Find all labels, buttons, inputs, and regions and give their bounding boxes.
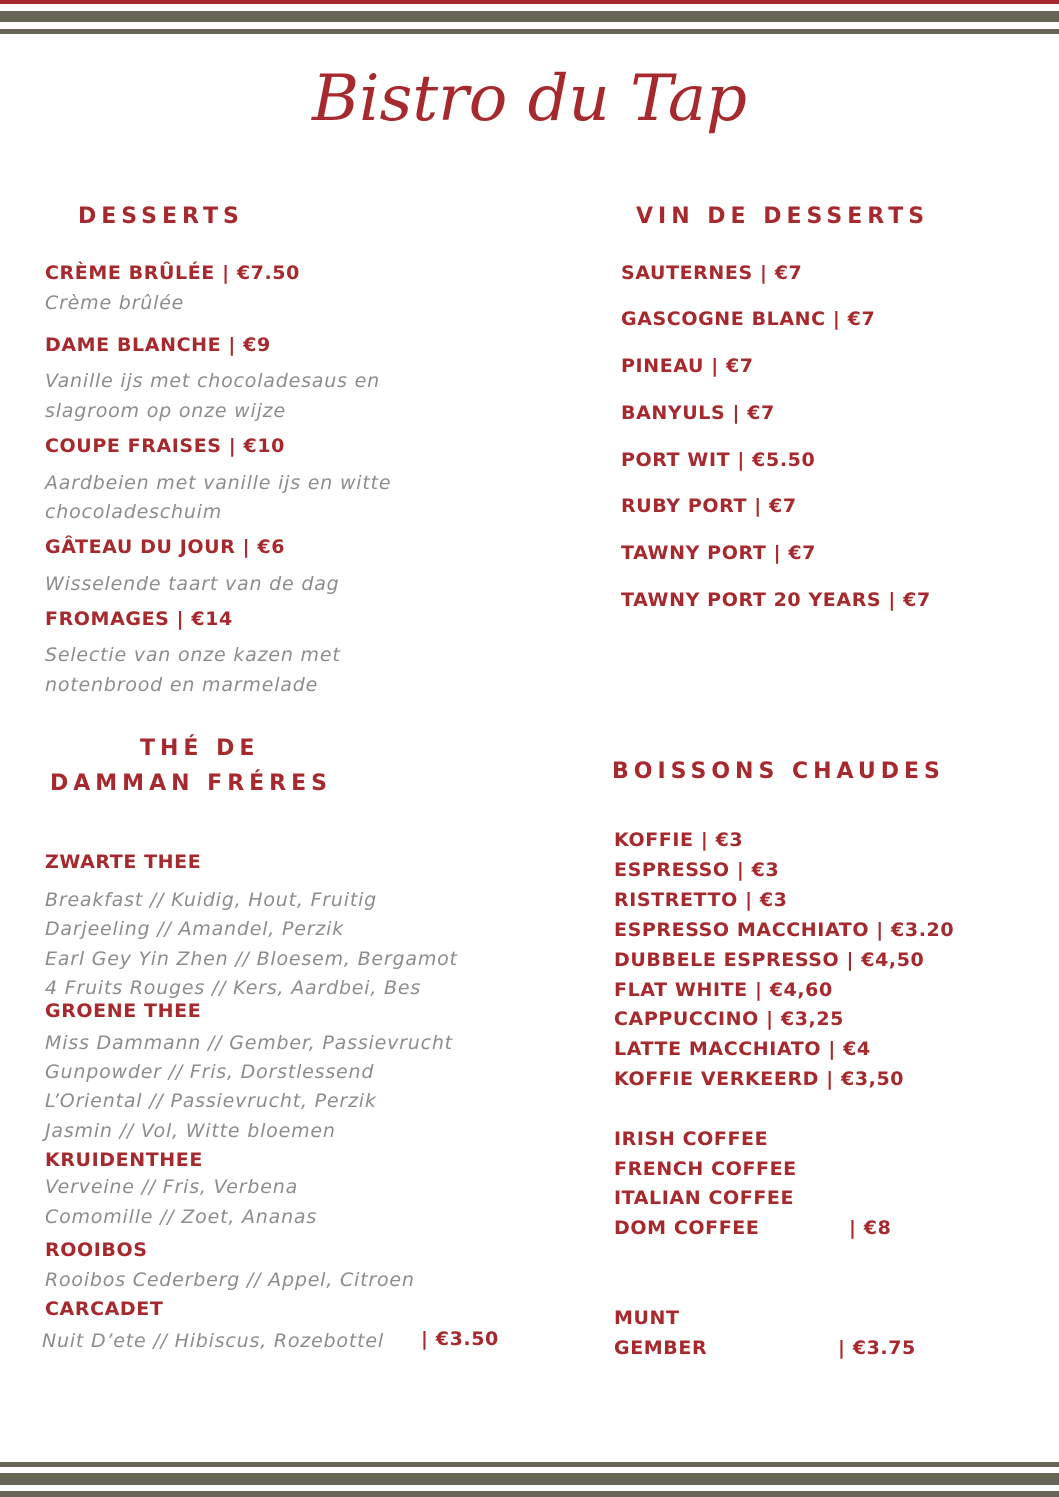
tea-price: | €3.50 [421, 1328, 499, 1350]
spiked-coffee-price: | €8 [849, 1217, 892, 1239]
section-heading-desserts: DESSERTS [78, 204, 244, 229]
coffee-item: KOFFIE VERKEERD | €3,50 [614, 1068, 905, 1090]
tea-item: Nuit D’ete // Hibiscus, Rozebottel [42, 1330, 384, 1352]
dessert-description: Aardbeien met vanille ijs en witte [45, 472, 392, 494]
section-heading-tea: THÉ DE [140, 736, 260, 761]
coffee-item: DUBBELE ESPRESSO | €4,50 [614, 949, 925, 971]
tea-item: Verveine // Fris, Verbena [45, 1176, 299, 1198]
dessert-name: DAME BLANCHE | €9 [45, 334, 271, 356]
spiked-coffee-item: ITALIAN COFFEE [614, 1187, 795, 1209]
coffee-item: RISTRETTO | €3 [614, 889, 788, 911]
dessert-description: slagroom op onze wijze [45, 400, 286, 422]
tea-group-name: GROENE THEE [45, 1000, 202, 1022]
section-heading-tea-2: DAMMAN FRÉRES [50, 771, 332, 796]
tea-item: Miss Dammann // Gember, Passievrucht [45, 1032, 453, 1054]
dessert-name: CRÈME BRÛLÉE | €7.50 [45, 262, 300, 284]
dessert-description: Vanille ijs met chocoladesaus en [45, 370, 380, 392]
dessert-description: chocoladeschuim [45, 501, 223, 523]
dessert-description: Crème brûlée [45, 292, 185, 314]
spiked-coffee-item: DOM COFFEE [614, 1217, 760, 1239]
top-stripe-gray [0, 11, 1059, 22]
dessert-name: GÂTEAU DU JOUR | €6 [45, 536, 286, 558]
wine-item: TAWNY PORT 20 YEARS | €7 [621, 589, 931, 611]
dessert-name: FROMAGES | €14 [45, 608, 233, 630]
wine-item: TAWNY PORT | €7 [621, 542, 816, 564]
tea-item: Gunpowder // Fris, Dorstlessend [45, 1061, 375, 1083]
section-heading-wines: VIN DE DESSERTS [636, 204, 930, 229]
top-stripe-red [0, 0, 1059, 4]
dessert-description: notenbrood en marmelade [45, 674, 319, 696]
tea-item: Comomille // Zoet, Ananas [45, 1206, 318, 1228]
coffee-item: LATTE MACCHIATO | €4 [614, 1038, 871, 1060]
coffee-item: ESPRESSO MACCHIATO | €3.20 [614, 919, 955, 941]
coffee-item: CAPPUCCINO | €3,25 [614, 1008, 845, 1030]
tea-group-name: ROOIBOS [45, 1239, 148, 1261]
tea-group-name: KRUIDENTHEE [45, 1149, 203, 1171]
bottom-stripe-gray-2 [0, 1491, 1059, 1497]
coffee-item: ESPRESSO | €3 [614, 859, 780, 881]
wine-item: PINEAU | €7 [621, 355, 754, 377]
spiked-coffee-item: IRISH COFFEE [614, 1128, 769, 1150]
wine-item: GASCOGNE BLANC | €7 [621, 308, 876, 330]
tea-group-name: ZWARTE THEE [45, 851, 202, 873]
infusion-item: MUNT [614, 1307, 680, 1329]
wine-item: BANYULS | €7 [621, 402, 775, 424]
infusion-item: GEMBER [614, 1337, 708, 1359]
bottom-stripe-gray [0, 1473, 1059, 1485]
infusion-price: | €3.75 [838, 1337, 916, 1359]
dessert-description: Selectie van onze kazen met [45, 644, 341, 666]
tea-item: Breakfast // Kuidig, Hout, Fruitig [45, 889, 378, 911]
wine-item: PORT WIT | €5.50 [621, 449, 816, 471]
wine-item: SAUTERNES | €7 [621, 262, 803, 284]
tea-item: L’Oriental // Passievrucht, Perzik [45, 1090, 377, 1112]
coffee-item: KOFFIE | €3 [614, 829, 744, 851]
tea-item: Rooibos Cederberg // Appel, Citroen [45, 1269, 415, 1291]
restaurant-title: Bistro du Tap [312, 62, 747, 136]
tea-item: 4 Fruits Rouges // Kers, Aardbei, Bes [45, 977, 422, 999]
dessert-description: Wisselende taart van de dag [45, 573, 340, 595]
top-stripe-gray-thin [0, 29, 1059, 34]
bottom-stripe-gray-thin [0, 1462, 1059, 1467]
section-heading-hot-drinks: BOISSONS CHAUDES [612, 759, 945, 784]
coffee-item: FLAT WHITE | €4,60 [614, 979, 833, 1001]
spiked-coffee-item: FRENCH COFFEE [614, 1158, 797, 1180]
dessert-name: COUPE FRAISES | €10 [45, 435, 286, 457]
tea-item: Darjeeling // Amandel, Perzik [45, 918, 344, 940]
tea-item: Jasmin // Vol, Witte bloemen [45, 1120, 336, 1142]
wine-item: RUBY PORT | €7 [621, 495, 797, 517]
tea-group-name: CARCADET [45, 1298, 164, 1320]
tea-item: Earl Gey Yin Zhen // Bloesem, Bergamot [45, 948, 458, 970]
